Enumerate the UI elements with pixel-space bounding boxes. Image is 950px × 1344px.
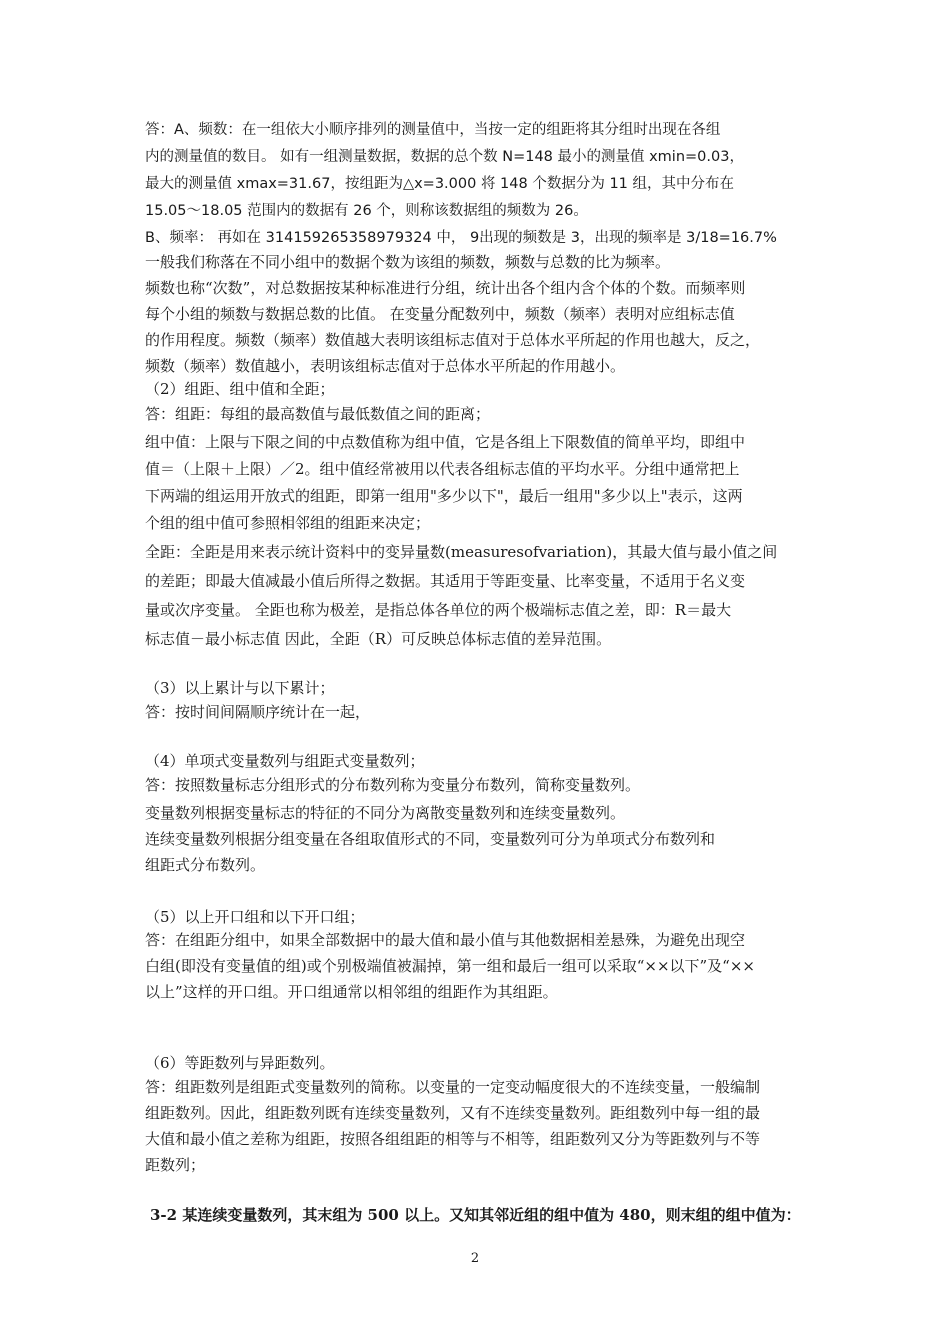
text-line: 个组的组中值可参照相邻组的组距来决定； [145,514,431,532]
text-line: B、频率： 再如在 314159265358979324 中， 9出现的频数是 3，出现的频率是 3/18=16.7% [145,230,777,246]
text-line: 距数列； [145,1156,206,1174]
text-line: 白组(即没有变量值的组)或个别极端值被漏掉，第一组和最后一组可以采取“××以下”及“×× [145,957,755,975]
text-line: 答：组距：每组的最高数值与最低数值之间的距离； [145,405,491,423]
text-line: 最大的测量值 xmax=31.67，按组距为△x=3.000 将 148 个数据分为 11 组，其中分布在 [145,176,735,192]
text-line: 下两端的组运用开放式的组距，即第一组用"多少以下"，最后一组用"多少以上"表示，这两 [145,487,743,505]
text-line: 的作用程度。频数（频率）数值越大表明该组标志值对于总体水平所起的作用也越大，反之， [145,331,761,349]
text-line: 量或次序变量。 全距也称为极差，是指总体各单位的两个极端标志值之差，即：R＝最大 [145,601,732,619]
text-line: 组中值：上限与下限之间的中点数值称为组中值，它是各组上下限数值的简单平均，即组中 [145,433,746,451]
page-number: 2 [470,1251,480,1266]
text-line: 15.05～18.05 范围内的数据有 26 个，则称该数据组的频数为 26。 [145,203,588,219]
text-line: 答：A、频数：在一组依大小顺序排列的测量值中，当按一定的组距将其分组时出现在各组 [145,122,721,138]
text-line: 答：组距数列是组距式变量数列的简称。以变量的一定变动幅度很大的不连续变量，一般编制 [145,1078,761,1096]
text-line: 组距数列。因此，组距数列既有连续变量数列，又有不连续变量数列。距组数列中每一组的最 [145,1104,761,1122]
text-line: 一般我们称落在不同小组中的数据个数为该组的频数，频数与总数的比为频率。 [145,253,671,271]
question-line: 3-2 某连续变量数列，其末组为 500 以上。又知其邻近组的组中值为 480，则末组的组中值为： [150,1206,801,1224]
section-heading: （5）以上开口组和以下开口组； [145,908,365,926]
text-line: 每个小组的频数与数据总数的比值。 在变量分配数列中，频数（频率）表明对应组标志值 [145,305,735,323]
text-line: 连续变量数列根据分组变量在各组取值形式的不同，变量数列可分为单项式分布数列和 [145,830,716,848]
text-line: 大值和最小值之差称为组距，按照各组组距的相等与不相等，组距数列又分为等距数列与不等 [145,1130,761,1148]
text-line: 内的测量值的数目。 如有一组测量数据，数据的总个数 N=148 最小的测量值 xmin=0.03， [145,149,744,165]
text-line: 以上”这样的开口组。开口组通常以相邻组的组距作为其组距。 [145,983,558,1001]
text-line: 值＝（上限＋上限）／2。组中值经常被用以代表各组标志值的平均水平。分组中通常把上 [145,460,740,478]
section-heading: （2）组距、组中值和全距； [145,380,335,398]
text-line: 频数也称“次数”，对总数据按某种标准进行分组，统计出各个组内含个体的个数。而频率则 [145,279,746,297]
section-heading: （3）以上累计与以下累计； [145,679,335,697]
text-line: 答：按时间间隔顺序统计在一起， [145,703,371,721]
text-line: 频数（频率）数值越小，表明该组标志值对于总体水平所起的作用越小。 [145,357,626,375]
section-heading: （6）等距数列与异距数列。 [145,1054,335,1072]
text-line: 变量数列根据变量标志的特征的不同分为离散变量数列和连续变量数列。 [145,804,626,822]
text-line: 组距式分布数列。 [145,856,266,874]
text-line: 全距：全距是用来表示统计资料中的变异量数(measuresofvariation)，其最大值与最小值之间 [145,543,778,561]
text-line: 答：在组距分组中，如果全部数据中的最大值和最小值与其他数据相差悬殊，为避免出现空 [145,931,746,949]
text-line: 答：按照数量标志分组形式的分布数列称为变量分布数列，简称变量数列。 [145,776,641,794]
section-heading: （4）单项式变量数列与组距式变量数列； [145,752,425,770]
text-line: 的差距；即最大值减最小值后所得之数据。其适用于等距变量、比率变量，不适用于名义变 [145,572,746,590]
text-line: 标志值－最小标志值 因此，全距（R）可反映总体标志值的差异范围。 [145,630,612,648]
